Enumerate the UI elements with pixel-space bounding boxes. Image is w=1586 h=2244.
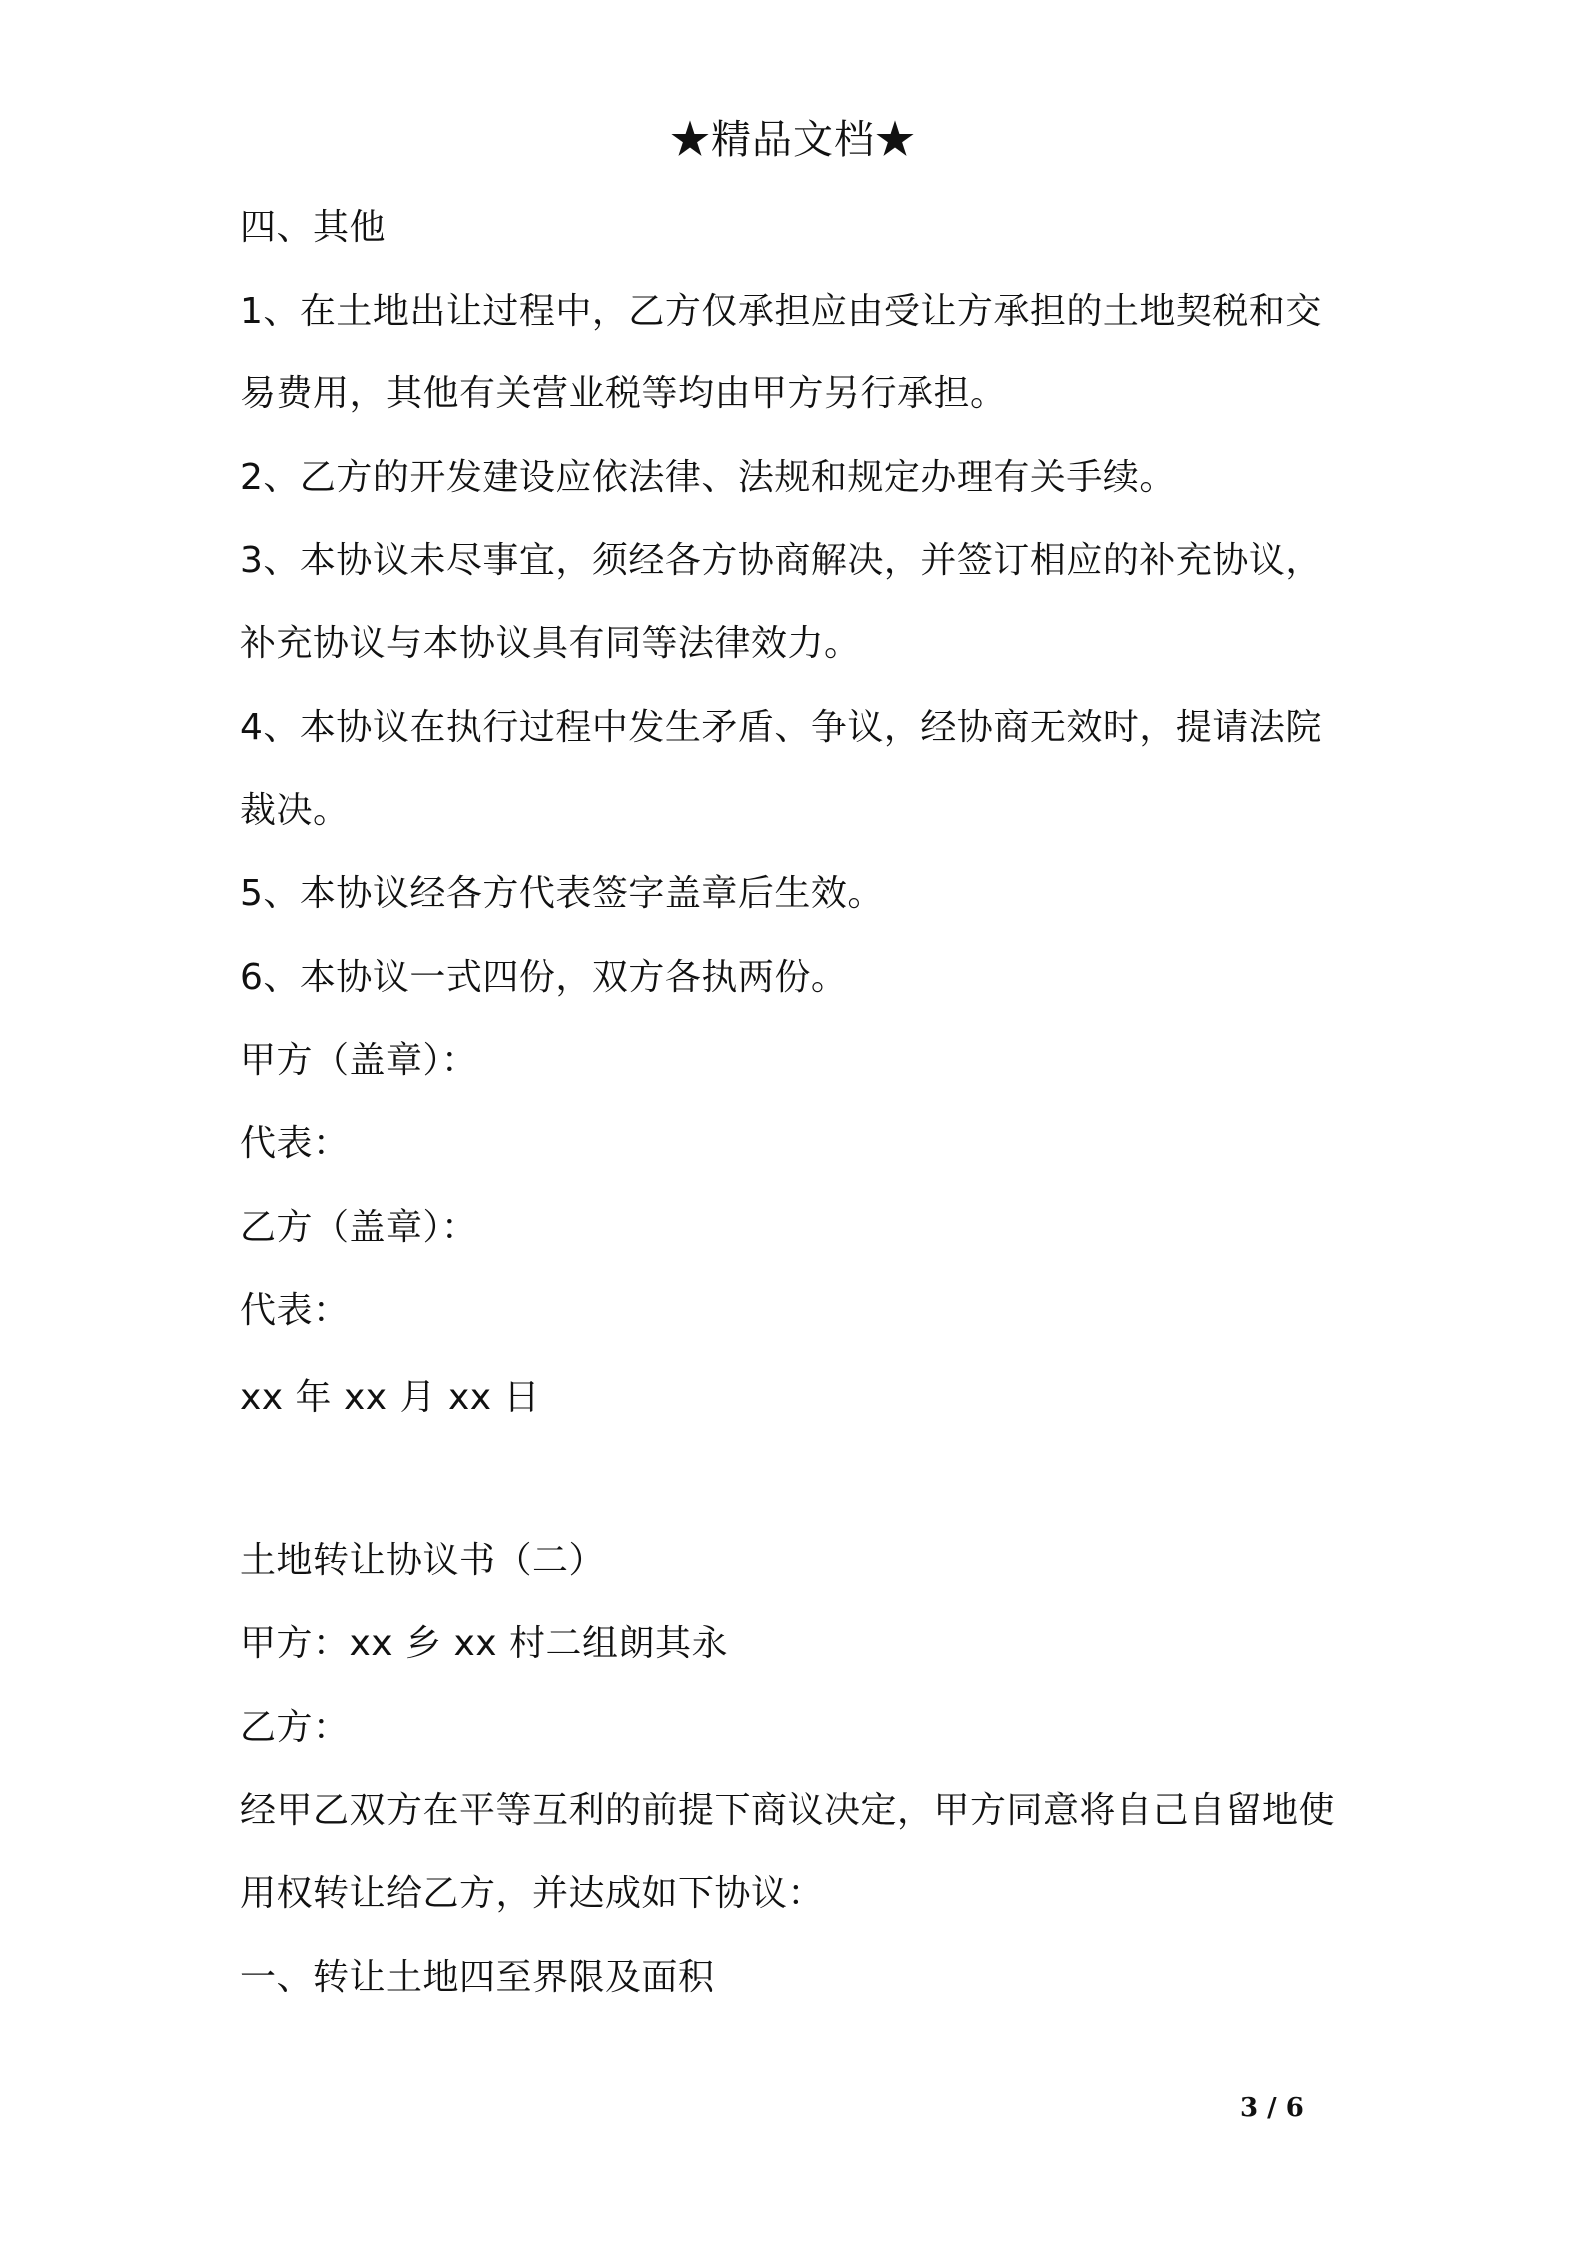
clause-4-line-1: 4、本协议在执行过程中发生矛盾、争议，经协商无效时，提请法院 bbox=[240, 707, 1322, 748]
clause-3-line-2: 补充协议与本协议具有同等法律效力。 bbox=[240, 623, 861, 664]
agreement-2-section-1-heading: 一、转让土地四至界限及面积 bbox=[240, 1957, 715, 1998]
document-header-title: ★精品文档★ bbox=[670, 117, 916, 163]
clause-4-line-2: 裁决。 bbox=[240, 790, 350, 831]
signing-date: xx 年 xx 月 xx 日 bbox=[240, 1377, 541, 1418]
party-b-seal-label: 乙方（盖章）： bbox=[240, 1207, 478, 1248]
party-a-representative-label: 代表： bbox=[240, 1123, 350, 1164]
agreement-2-title: 土地转让协议书（二） bbox=[240, 1540, 606, 1581]
clause-1-line-2: 易费用，其他有关营业税等均由甲方另行承担。 bbox=[240, 373, 1007, 414]
party-b-representative-label: 代表： bbox=[240, 1290, 350, 1331]
agreement-2-party-a: 甲方：xx 乡 xx 村二组朗其永 bbox=[240, 1623, 729, 1664]
party-a-seal-label: 甲方（盖章）： bbox=[240, 1040, 478, 1081]
agreement-2-preamble-line-1: 经甲乙双方在平等互利的前提下商议决定，甲方同意将自己自留地使 bbox=[240, 1790, 1336, 1831]
clause-1-line-1: 1、在土地出让过程中，乙方仅承担应由受让方承担的土地契税和交 bbox=[240, 291, 1322, 332]
clause-3-line-1: 3、本协议未尽事宜，须经各方协商解决，并签订相应的补充协议， bbox=[240, 540, 1322, 581]
section-heading-other: 四、其他 bbox=[240, 207, 387, 248]
page-number: 3 / 6 bbox=[1240, 2093, 1304, 2123]
agreement-2-party-b: 乙方： bbox=[240, 1707, 350, 1748]
clause-6: 6、本协议一式四份，双方各执两份。 bbox=[240, 957, 848, 998]
clause-2: 2、乙方的开发建设应依法律、法规和规定办理有关手续。 bbox=[240, 457, 1176, 498]
agreement-2-preamble-line-2: 用权转让给乙方，并达成如下协议： bbox=[240, 1873, 825, 1914]
clause-5: 5、本协议经各方代表签字盖章后生效。 bbox=[240, 873, 884, 914]
